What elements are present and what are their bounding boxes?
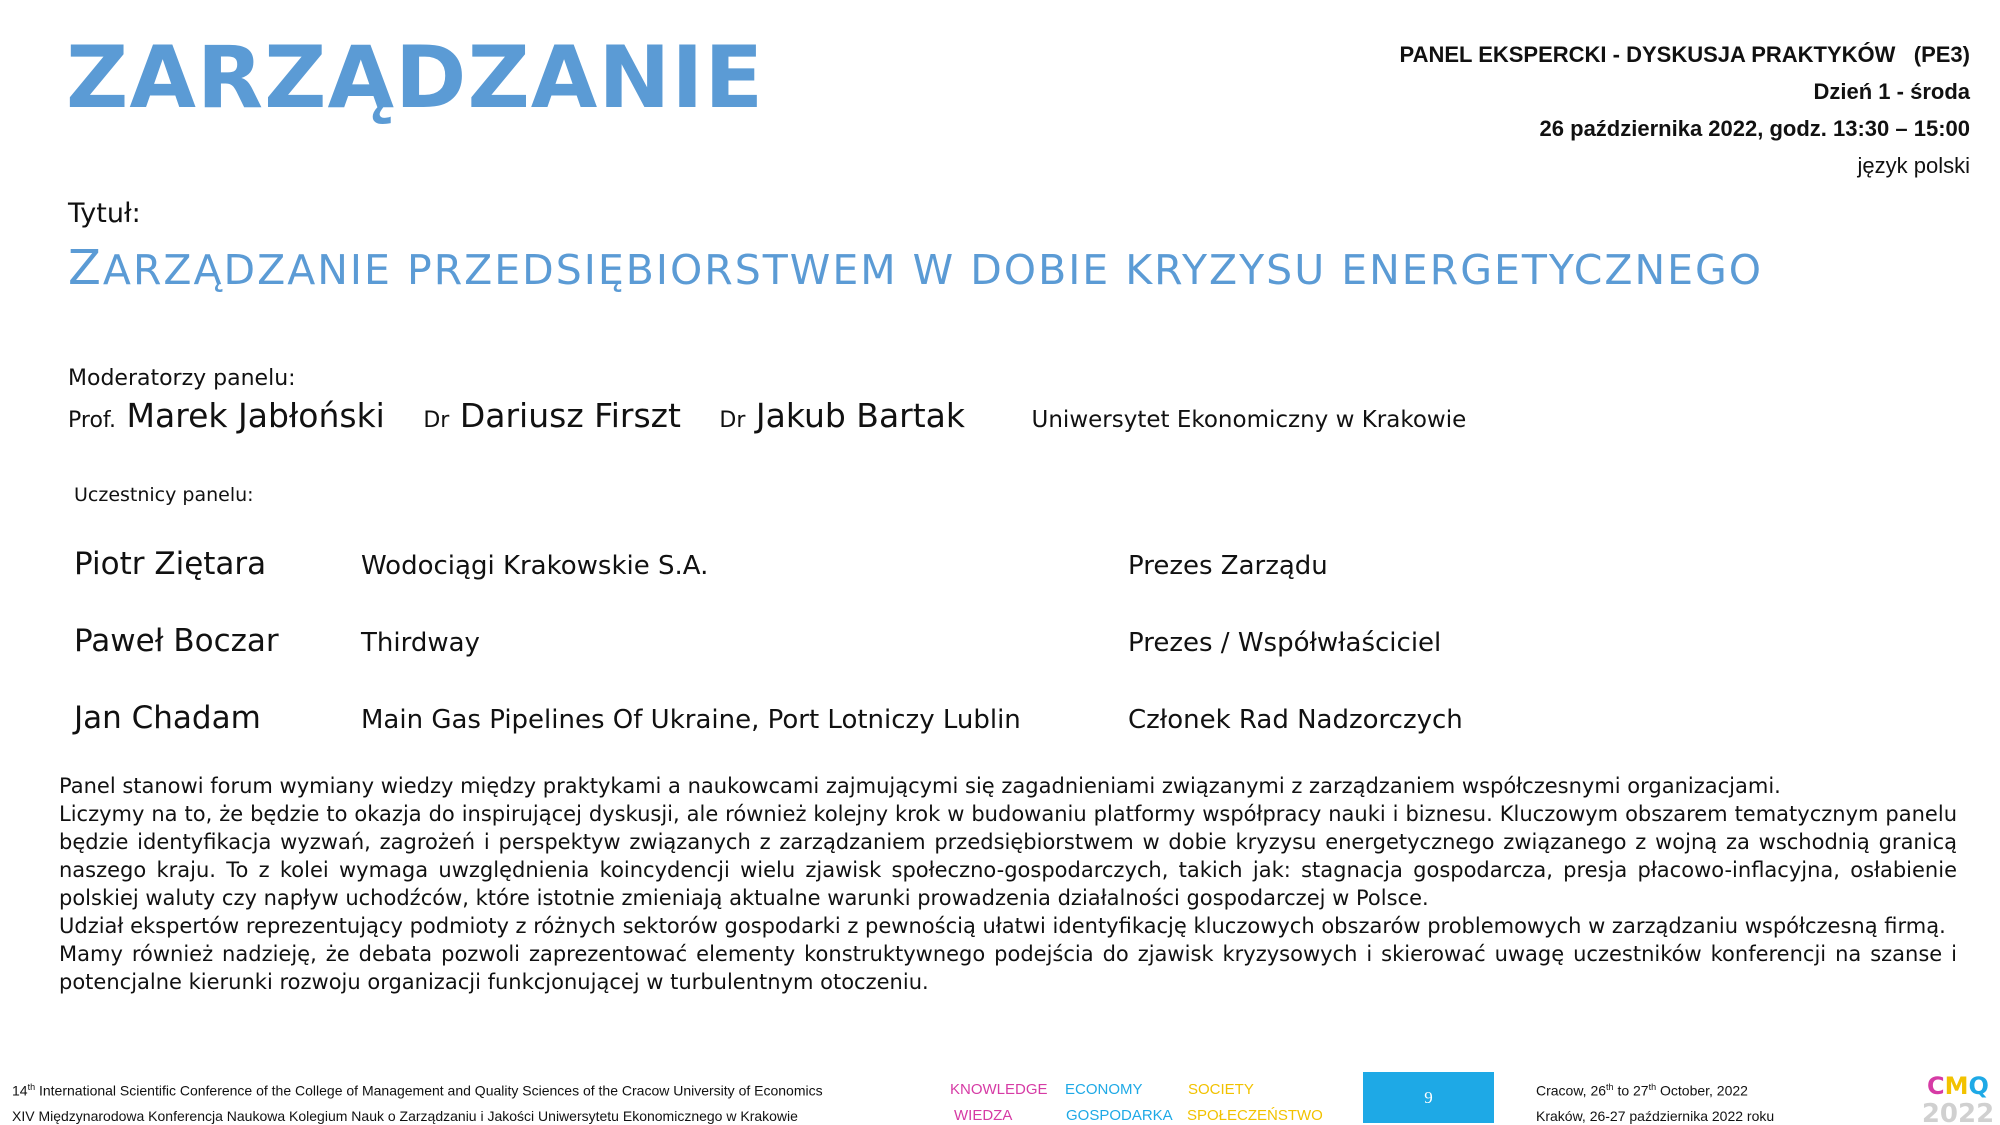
topic-title xyxy=(68,240,1763,296)
participant-org: Main Gas Pipelines Of Ukraine, Port Lotniczy Lublin xyxy=(361,705,1021,735)
moderator-title: Dr xyxy=(423,408,450,433)
panel-language: język polski xyxy=(1857,153,1970,178)
panel-day: Dzień 1 - środa xyxy=(1813,79,1970,104)
cmq-logo-year: 2022 xyxy=(1922,1099,1994,1125)
page-number: 9 xyxy=(1363,1072,1494,1123)
keyword-knowledge: KNOWLEDGE xyxy=(950,1081,1048,1098)
description-paragraph: Liczymy na to, że będzie to okazja do inspirującej dyskusji, ale również kolejny krok w budowaniu platformy współpracy nauki i biznesu. Kluczowym obszarem tematycznym panelu będzie identyfikacja wyzwań, zagrożeń i perspektyw związanych z zarządzaniem przedsiębiorstwem w dobie kryzysu energetycznego związanego z wojną za wschodnią granicą naszego kraju. To z kolei wymaga uwzględnienia koincydencji wielu zjawisk społeczno-gospodarczych, takich jak: stagnacja gospodarcza, presja płacowo-inflacyjna, osłabienie polskiej waluty czy napływ uchodźców, które istotnie zmieniają aktualne warunki prowadzenia działalności gospodarczej w Polsce. xyxy=(59,802,1957,910)
cmq-logo-text xyxy=(1927,1072,1989,1100)
moderator-name: Dariusz Firszt xyxy=(459,396,681,435)
panel-date: 26 października 2022, godz. 13:30 – 15:00 xyxy=(1539,116,1970,141)
participant-row xyxy=(74,623,1474,663)
footer-conference-pl: XIV Międzynarodowa Konferencja Naukowa Kolegium Nauk o Zarządzaniu i Jakości Uniwersytetu Ekonomicznego w Krakowie xyxy=(12,1108,798,1124)
participant-name: Piotr Ziętara xyxy=(74,546,267,582)
footer-date-pl: Kraków, 26-27 października 2022 roku xyxy=(1536,1108,1775,1124)
participant-role: Członek Rad Nadzorczych xyxy=(1128,705,1463,735)
participant-name: Jan Chadam xyxy=(74,700,261,736)
topic-rest: ARZĄDZANIE PRZEDSIĘBIORSTWEM W DOBIE KRYZYSU ENERGETYCZNEGO xyxy=(102,246,1764,294)
topic-label: Tytuł: xyxy=(68,198,141,229)
footer xyxy=(0,1070,2000,1125)
keyword-wiedza: WIEDZA xyxy=(954,1107,1013,1124)
moderator-title: Dr xyxy=(719,408,746,433)
cmq-logo-q: Q xyxy=(1968,1072,1989,1100)
cmq-logo-m: M xyxy=(1944,1072,1969,1100)
participant-row xyxy=(74,546,1474,586)
page-title: ZARZĄDZANIE xyxy=(66,28,765,128)
keyword-economy: ECONOMY xyxy=(1065,1081,1143,1098)
moderator-title: Prof. xyxy=(68,408,117,433)
topic-first-letter: Z xyxy=(68,240,103,296)
footer-conference-en: 14th International Scientific Conference of the College of Management and Quality Sciences of the Cracow University of Economics xyxy=(12,1082,823,1099)
participants-label: Uczestnicy panelu: xyxy=(74,484,254,506)
moderators-list xyxy=(68,396,1466,435)
moderator-name: Marek Jabłoński xyxy=(126,396,385,435)
cmq-logo-c: C xyxy=(1927,1072,1945,1100)
participant-org: Thirdway xyxy=(361,628,480,658)
panel-info xyxy=(1070,36,1970,184)
moderator-name: Jakub Bartak xyxy=(755,396,966,435)
description-paragraph: Udział ekspertów reprezentujący podmioty z różnych sektorów gospodarki z pewnością ułatwi identyfikację kluczowych obszarów problemowych w zarządzaniu współczesną firmą. xyxy=(59,914,1946,938)
participant-org: Wodociągi Krakowskie S.A. xyxy=(361,551,709,581)
moderators-label: Moderatorzy panelu: xyxy=(68,366,296,391)
keyword-society: SOCIETY xyxy=(1188,1081,1254,1098)
keyword-gospodarka: GOSPODARKA xyxy=(1066,1107,1173,1124)
panel-type: PANEL EKSPERCKI - DYSKUSJA PRAKTYKÓW (PE3) xyxy=(1399,42,1970,67)
moderators-university: Uniwersytet Ekonomiczny w Krakowie xyxy=(1031,407,1467,433)
participant-name: Paweł Boczar xyxy=(74,623,279,659)
participant-row xyxy=(74,700,1474,740)
panel-description xyxy=(59,772,1957,996)
footer-date-en: Cracow, 26th to 27th October, 2022 xyxy=(1536,1082,1748,1099)
description-paragraph: Mamy również nadzieję, że debata pozwoli zaprezentować elementy konstruktywnego podejścia do zjawisk kryzysowych i skierować uwagę uczestników konferencji na szanse i potencjalne kierunki rozwoju organizacji funkcjonującej w turbulentnym otoczeniu. xyxy=(59,942,1957,994)
participant-role: Prezes / Współwłaściciel xyxy=(1128,628,1442,658)
cmq-logo xyxy=(1922,1070,1994,1125)
participant-role: Prezes Zarządu xyxy=(1128,551,1328,581)
keyword-spoleczenstwo: SPOŁECZEŃSTWO xyxy=(1187,1107,1323,1124)
description-paragraph: Panel stanowi forum wymiany wiedzy między praktykami a naukowcami zajmującymi się zagadnieniami związanymi z zarządzaniem współczesnymi organizacjami. xyxy=(59,774,1781,798)
